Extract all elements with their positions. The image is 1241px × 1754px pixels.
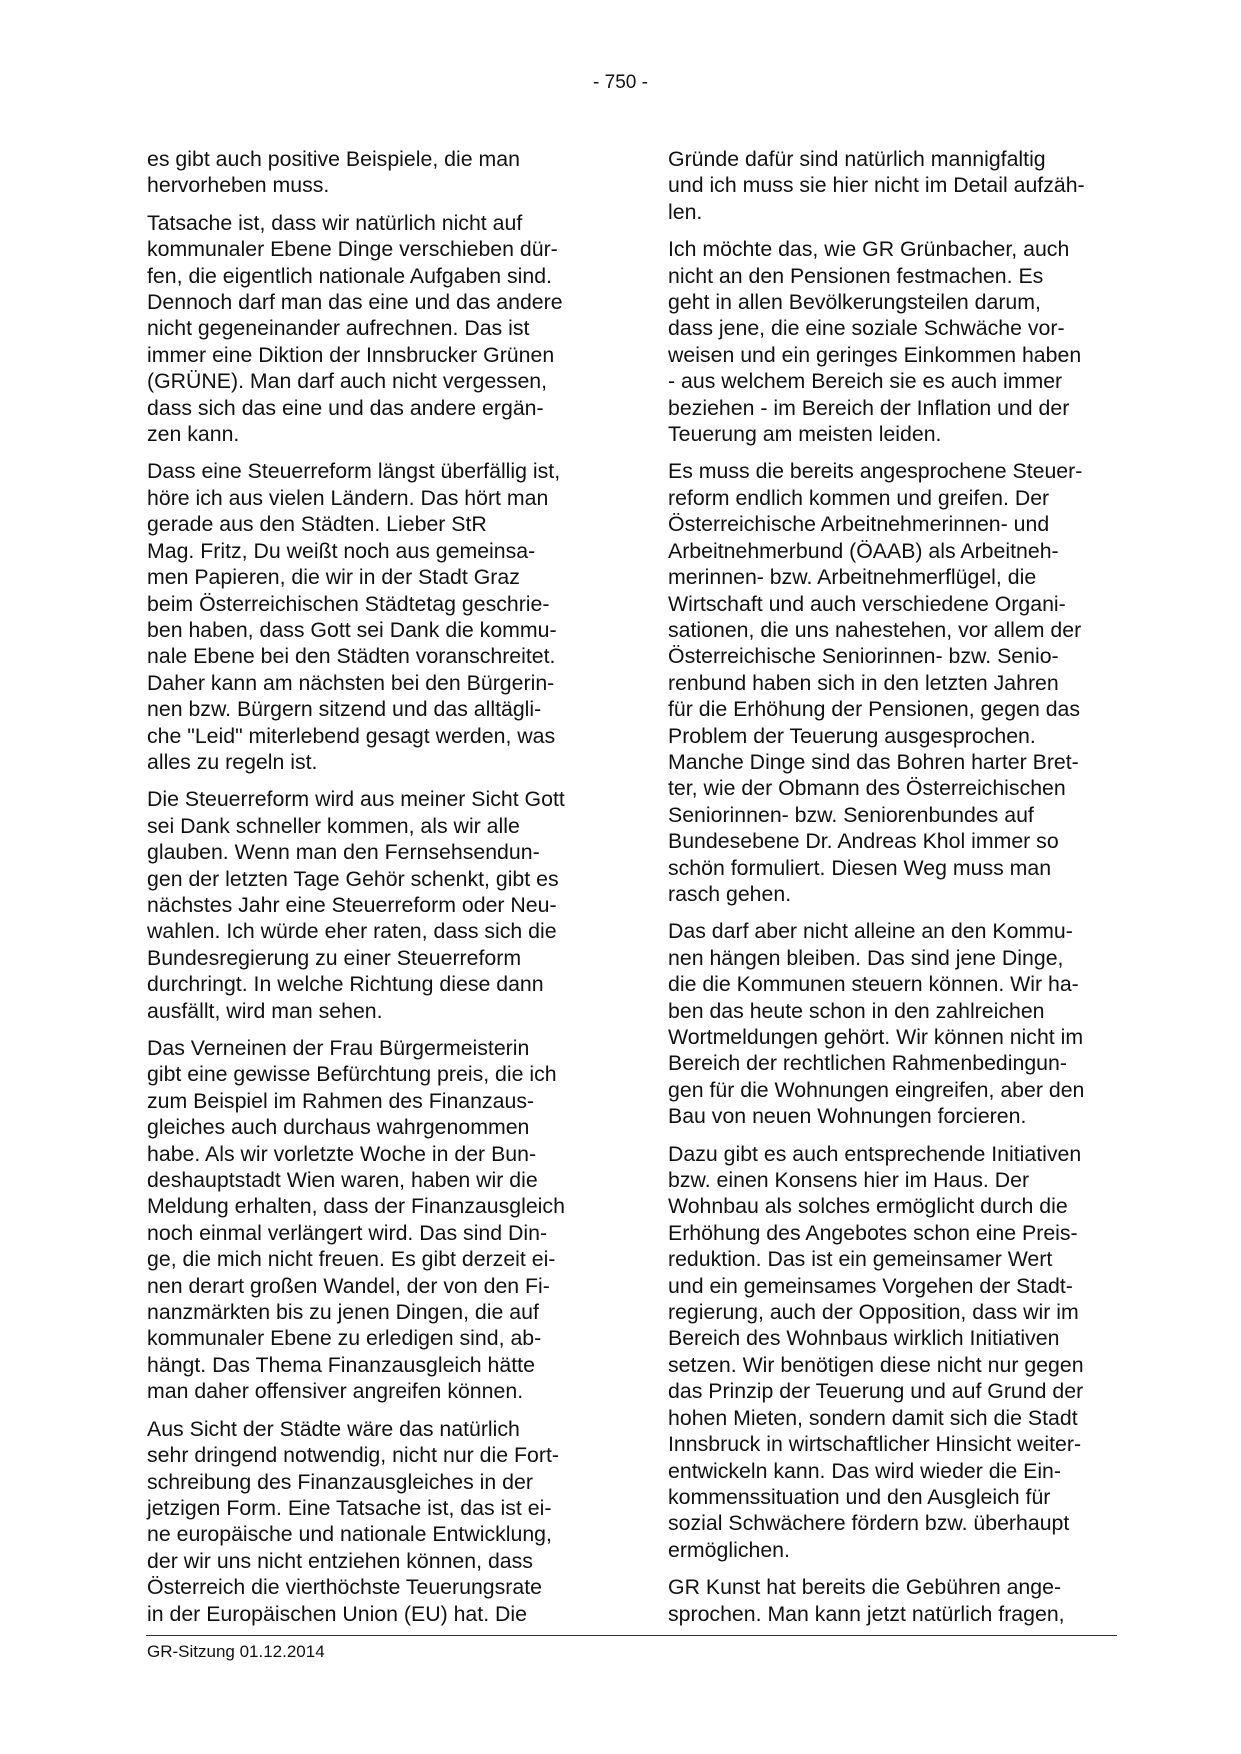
left-column (147, 146, 603, 1638)
paragraph: Aus Sicht der Städte wäre das natürlich sehr dringend notwendig, nicht nur die Fort- schreibung des Finanzausgleiches in der jetzigen Form. Eine Tatsache ist, das ist ei- ne europäische und nationale Entwicklung, der wir uns nicht entziehen können, dass Österreich die vierthöchste Teuerungsrate in der Europäischen Union (EU) hat. Die (147, 1416, 559, 1626)
paragraph: Gründe dafür sind natürlich mannigfaltig und ich muss sie hier nicht im Detail aufzäh- len. (668, 147, 1085, 224)
paragraph: es gibt auch positive Beispiele, die man hervorheben muss. (147, 147, 520, 198)
paragraph: Dazu gibt es auch entsprechende Initiativen bzw. einen Konsens hier im Haus. Der Wohnbau als solches ermöglicht durch die Erhöhung des Angebotes schon eine Preis- reduktion. Das ist ein gemeinsamer Wert und ein gemeinsames Vorgehen der Stadt- regierung, auch der Opposition, dass wir im Bereich des Wohnbaus wirklich Initiativen setzen. Wir benötigen diese nicht nur gegen das Prinzip der Teuerung und auf Grund der hohen Mieten, sondern damit sich die Stadt Innsbruck in wirtschaftlicher Hinsicht weiter- entwickeln kann. Das wird wieder die Ein- kommenssituation und den Ausgleich für sozial Schwächere fördern bzw. überhaupt ermöglichen. (668, 1141, 1084, 1562)
paragraph: Es muss die bereits angesprochene Steuer- reform endlich kommen und greifen. Der Österreichische Arbeitnehmerinnen- und Arbeitnehmerbund (ÖAAB) als Arbeitneh- merinnen- bzw. Arbeitnehmerflügel, die Wirtschaft und auch verschiedene Organi- sationen, die uns nahestehen, vor allem der Österreichische Seniorinnen- bzw. Senio- renbund haben sich in den letzten Jahren für die Erhöhung der Pensionen, gegen das Problem der Teuerung ausgesprochen. Manche Dinge sind das Bohren harter Bret- ter, wie der Obmann des Österreichischen Seniorinnen- bzw. Seniorenbundes auf Bundesebene Dr. Andreas Khol immer so schön formuliert. Diesen Weg muss man rasch gehen. (668, 459, 1083, 906)
page-number: - 750 - (593, 72, 648, 93)
paragraph: Tatsache ist, dass wir natürlich nicht auf kommunaler Ebene Dinge verschieben dür- fen, die eigentlich nationale Aufgaben sind. Dennoch darf man das eine und das andere nicht gegeneinander aufrechnen. Das ist immer eine Diktion der Innsbrucker Grünen (GRÜNE). Man darf auch nicht vergessen, dass sich das eine und das andere ergän- zen kann. (147, 210, 563, 447)
paragraph: GR Kunst hat bereits die Gebühren ange- sprochen. Man kann jetzt natürlich fragen, (668, 1575, 1065, 1626)
paragraph: Dass eine Steuerreform längst überfällig ist, höre ich aus vielen Ländern. Das hört man gerade aus den Städten. Lieber StR Mag. Fritz, Du weißt noch aus gemeinsa- men Papieren, die wir in der Stadt Graz beim Österreichischen Städtetag geschrie- ben haben, dass Gott sei Dank die kommu- nale Ebene bei den Städten voranschreitet. Daher kann am nächsten bei den Bürgerin- nen bzw. Bürgern sitzend und das alltägli- che "Leid" miterlebend gesagt werden, was alles zu regeln ist. (147, 459, 561, 774)
footer-divider (146, 1635, 1117, 1636)
footer-session-date: GR-Sitzung 01.12.2014 (147, 1642, 325, 1661)
paragraph: Die Steuerreform wird aus meiner Sicht Gott sei Dank schneller kommen, als wir alle glauben. Wenn man den Fernsehsendun- gen der letzten Tage Gehör schenkt, gibt es nächstes Jahr eine Steuerreform oder Neu- wahlen. Ich würde eher raten, dass sich die Bundesregierung zu einer Steuerreform durchringt. In welche Richtung diese dann ausfällt, wird man sehen. (147, 787, 565, 1023)
right-column (668, 146, 1124, 1638)
paragraph: Ich möchte das, wie GR Grünbacher, auch nicht an den Pensionen festmachen. Es geht in allen Bevölkerungsteilen darum, dass jene, die eine soziale Schwäche vor- weisen und ein geringes Einkommen haben - aus welchem Bereich sie es auch immer beziehen - im Bereich der Inflation und der Teuerung am meisten leiden. (668, 237, 1082, 447)
paragraph: Das Verneinen der Frau Bürgermeisterin gibt eine gewisse Befürchtung preis, die ich zum Beispiel im Rahmen des Finanzaus- gleiches auch durchaus wahrgenommen habe. Als wir vorletzte Woche in der Bun- deshauptstadt Wien waren, haben wir die Meldung erhalten, dass der Finanzausgleich noch einmal verlängert wird. Das sind Din- ge, die mich nicht freuen. Es gibt derzeit ei- nen derart großen Wandel, der von den Fi- nanzmärkten bis zu jenen Dingen, die auf kommunaler Ebene zu erledigen sind, ab- hängt. Das Thema Finanzausgleich hätte man daher offensiver angreifen können. (147, 1036, 565, 1404)
paragraph: Das darf aber nicht alleine an den Kommu- nen hängen bleiben. Das sind jene Dinge, die die Kommunen steuern können. Wir ha- ben das heute schon in den zahlreichen Wortmeldungen gehört. Wir können nicht im Bereich der rechtlichen Rahmenbedingun- gen für die Wohnungen eingreifen, aber den Bau von neuen Wohnungen forcieren. (668, 919, 1085, 1129)
